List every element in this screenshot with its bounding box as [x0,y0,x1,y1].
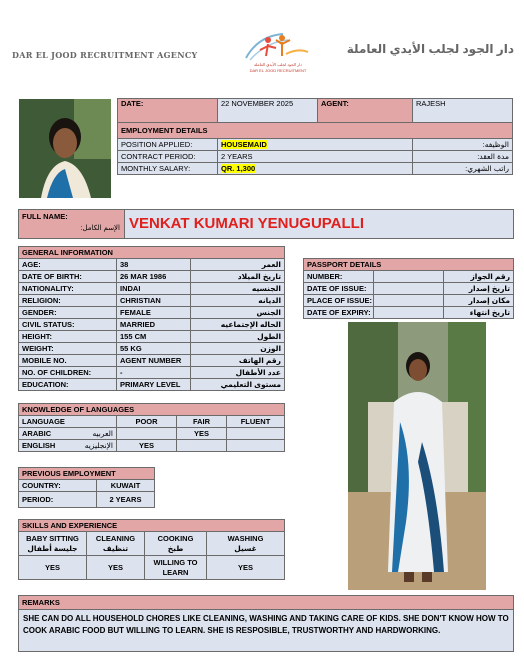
passport-row [304,283,514,295]
general-row [19,283,285,295]
general-label: GENDER: [19,307,117,319]
passport-value [374,271,444,283]
general-row [19,367,285,379]
general-value: 55 KG [117,343,191,355]
skill-header-ar: طبخ [167,543,184,553]
general-value: CHRISTIAN [117,295,191,307]
passport-row [304,295,514,307]
passport-label: NUMBER: [304,271,374,283]
skill-value: YES [44,562,60,572]
general-label-ar: الوزن [191,343,285,355]
general-label: NO. OF CHILDREN: [19,367,117,379]
previous-period-value: 2 YEARS [97,492,155,508]
skill-header: CLEANING [95,533,136,543]
languages-section-title: KNOWLEDGE OF LANGUAGES [19,404,285,416]
employment-section-title: EMPLOYMENT DETAILS [118,123,513,139]
lang-header-fluent: FLUENT [227,416,285,428]
general-value: PRIMARY LEVEL [117,379,191,391]
passport-label: PLACE OF ISSUE: [304,295,374,307]
full-name-row [18,209,514,239]
lang-header-fair: FAIR [177,416,227,428]
general-info-table [18,246,285,391]
agent-value: RAJESH [413,99,513,123]
passport-value [374,295,444,307]
general-label: WEIGHT: [19,343,117,355]
date-value: 22 NOVEMBER 2025 [218,99,318,123]
position-label: POSITION APPLIED: [118,139,218,151]
previous-section-title: PREVIOUS EMPLOYMENT [19,468,155,480]
skill-value: YES [238,562,254,572]
general-value: 155 CM [117,331,191,343]
position-value: HOUSEMAID [221,140,267,149]
skill-header: COOKING [157,533,194,543]
passport-label-ar: تاريخ إصدار [444,283,514,295]
general-row [19,259,285,271]
lang-header-poor: POOR [117,416,177,428]
lang-fair [177,440,227,452]
general-row [19,343,285,355]
salary-value: QR. 1,300 [221,164,256,173]
general-label: CIVIL STATUS: [19,319,117,331]
general-label: AGE: [19,259,117,271]
lang-poor [117,428,177,440]
previous-employment-table [18,467,155,508]
general-label-ar: العمر [191,259,285,271]
general-label-ar: الجنس [191,307,285,319]
skill-header-ar: غسيل [234,543,257,553]
lang-fluent [227,440,285,452]
general-label-ar: الجنسيه [191,283,285,295]
skill-header-ar: جليسة أطفال [27,543,78,553]
agent-label: AGENT: [318,99,413,123]
general-row [19,295,285,307]
full-body-photo [348,322,486,590]
profile-photo [19,99,111,198]
passport-label: DATE OF EXPIRY: [304,307,374,319]
general-section-title: GENERAL INFORMATION [19,247,285,259]
full-name-value: VENKAT KUMARI YENUGUPALLI [129,215,365,232]
general-label-ar: الحاله الإجتماعيه [191,319,285,331]
general-label-ar: عدد الأطفال [191,367,285,379]
agency-logo [238,26,318,76]
general-label: RELIGION: [19,295,117,307]
general-label-ar: الطول [191,331,285,343]
contract-label: CONTRACT PERIOD: [118,151,218,163]
salary-label-ar: راتب الشهري: [413,163,513,175]
lang-name: ARABIC [22,429,52,438]
passport-table [303,258,514,319]
full-name-label: FULL NAME: [22,212,68,221]
general-row [19,307,285,319]
general-row [19,355,285,367]
agency-name-en: DAR EL JOOD RECRUITMENT AGENCY [12,50,198,60]
skill-value-line2: LEARN [162,567,189,577]
skill-value: YES [107,562,123,572]
passport-value [374,283,444,295]
general-label-ar: رقم الهاتف [191,355,285,367]
general-label-ar: تاريخ الميلاد [191,271,285,283]
lang-fair: YES [177,428,227,440]
agency-name-ar: دار الجود لجلب الأيدي العاملة [346,42,514,56]
languages-table [18,403,285,452]
general-row [19,331,285,343]
lang-poor: YES [117,440,177,452]
skill-header-ar: تنظيف [102,543,129,553]
general-value: - [117,367,191,379]
skills-table [18,519,285,580]
logo-text-en: DAR EL JOOD RECRUITMENT [249,68,307,73]
lang-fluent [227,428,285,440]
general-row [19,319,285,331]
position-label-ar: الوظيفه: [413,139,513,151]
passport-label-ar: رقم الجواز [444,271,514,283]
general-value: 38 [117,259,191,271]
previous-period-label: PERIOD: [19,492,97,508]
general-value: AGENT NUMBER [117,355,191,367]
general-row [19,271,285,283]
remarks-title: REMARKS [19,596,513,610]
passport-label-ar: مكان إصدار [444,295,514,307]
skill-header: WASHING [227,533,264,543]
general-label: EDUCATION: [19,379,117,391]
top-info-table [117,98,513,175]
general-value: 26 MAR 1986 [117,271,191,283]
general-label: DATE OF BIRTH: [19,271,117,283]
passport-value [374,307,444,319]
lang-name: ENGLISH [22,441,56,450]
general-label-ar: الديانه [191,295,285,307]
general-label: NATIONALITY: [19,283,117,295]
previous-country-value: KUWAIT [97,480,155,492]
date-label: DATE: [118,99,218,123]
passport-section-title: PASSPORT DETAILS [304,259,514,271]
skills-section-title: SKILLS AND EXPERIENCE [19,520,285,532]
contract-value: 2 YEARS [218,151,413,163]
general-row [19,379,285,391]
contract-label-ar: مدة العقد: [413,151,513,163]
salary-label: MONTHLY SALARY: [118,163,218,175]
previous-country-label: COUNTRY: [19,480,97,492]
passport-row [304,271,514,283]
skill-header: BABY SITTING [26,533,79,543]
general-label: HEIGHT: [19,331,117,343]
lang-name-ar: الإنجليزيه [84,441,113,450]
skill-value: WILLING TO [153,557,198,567]
lang-header-language: LANGUAGE [19,416,117,428]
remarks-text: SHE CAN DO ALL HOUSEHOLD CHORES LIKE CLEANING, WASHING AND TAKING CARE OF KIDS. SHE DON'T KNOW HOW TO COOK ARABIC FOOD BUT WILLING TO LEARN. SHE IS RESPOSIBLE, TRUSTWORTHY AND HARDWORKING. [19,610,513,651]
general-value: INDAI [117,283,191,295]
remarks-box [18,595,514,652]
passport-label-ar: تاريخ انتهاء [444,307,514,319]
lang-name-ar: العربيه [92,429,113,438]
general-label-ar: مستوى التعليمي [191,379,285,391]
logo-text-ar: دار الجود لجلب الأيدي العاملة [254,62,302,67]
passport-row [304,307,514,319]
full-name-label-ar: الإسم الكامل: [80,225,120,232]
general-value: FEMALE [117,307,191,319]
general-value: MARRIED [117,319,191,331]
general-label: MOBILE NO. [19,355,117,367]
passport-label: DATE OF ISSUE: [304,283,374,295]
